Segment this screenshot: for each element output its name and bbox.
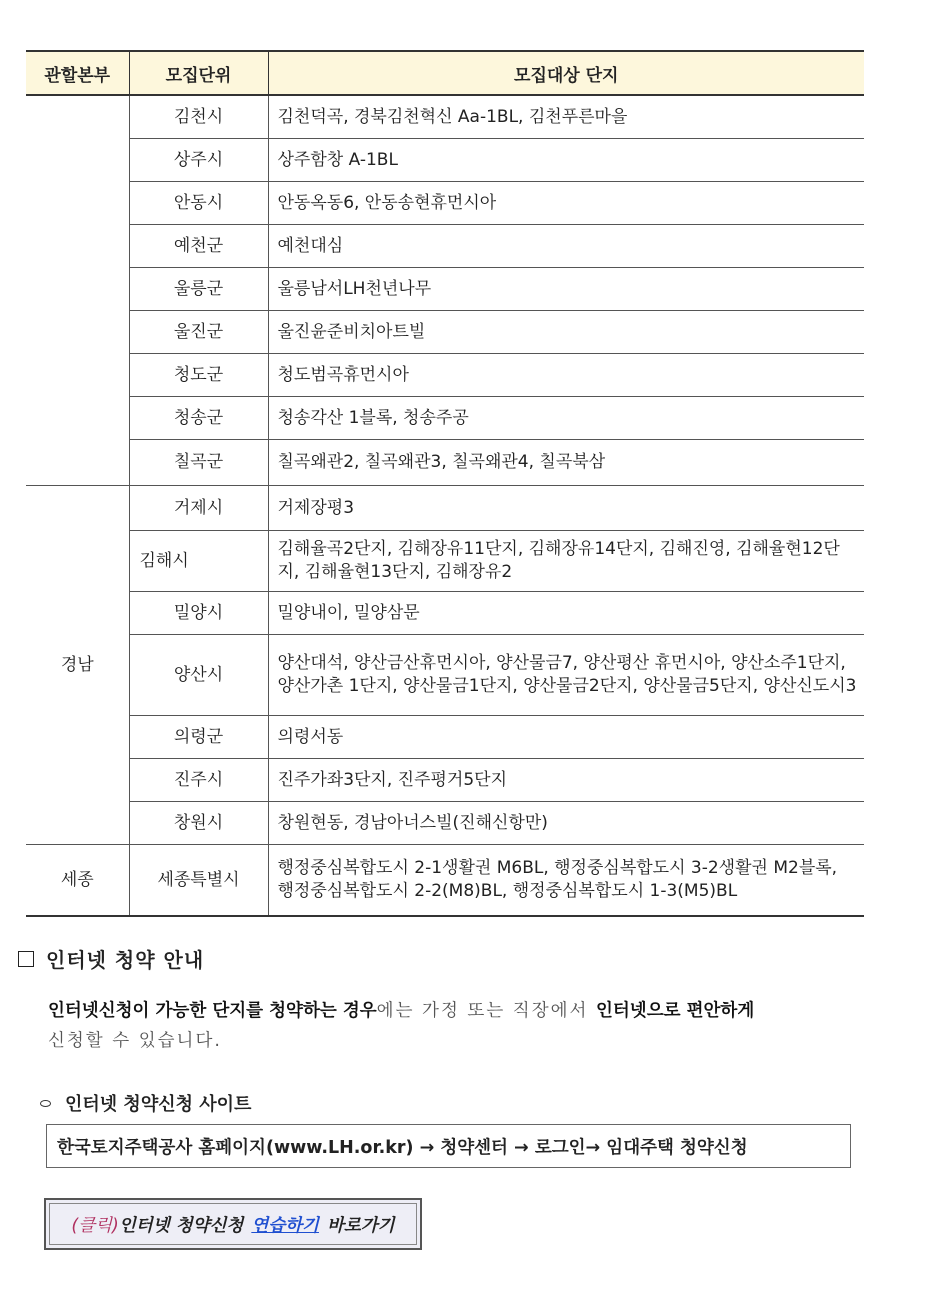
table-row: [26, 440, 864, 486]
intro-plain-2: 신청할 수 있습니다.: [48, 1031, 222, 1051]
intro-plain-1: 에는 가정 또는 직장에서: [376, 1001, 596, 1021]
complex-cell: 청송각산 1블록, 청송주공: [268, 397, 864, 440]
complex-cell: 진주가좌3단지, 진주평거5단지: [268, 759, 864, 802]
unit-cell: 청도군: [129, 354, 268, 397]
table-row: [26, 759, 864, 802]
unit-cell: 창원시: [129, 802, 268, 845]
table-row: [26, 531, 864, 592]
section-title: [18, 944, 204, 973]
table-row: [26, 716, 864, 759]
circle-bullet-icon: [40, 1100, 51, 1107]
table-row: [26, 225, 864, 268]
intro-bold-1: 인터넷신청이 가능한 단지를 청약하는 경우: [48, 1001, 377, 1021]
complex-cell: 밀양내이, 밀양삼문: [268, 592, 864, 635]
unit-cell: 안동시: [129, 182, 268, 225]
table-row: [26, 95, 864, 139]
recruitment-table: [26, 50, 864, 917]
complex-cell: 의령서동: [268, 716, 864, 759]
practice-link[interactable]: 연습하기: [251, 1215, 319, 1236]
complex-cell: 칠곡왜관2, 칠곡왜관3, 칠곡왜관4, 칠곡북삼: [268, 440, 864, 486]
site-subtitle-text: 인터넷 청약신청 사이트: [65, 1094, 252, 1115]
unit-cell: 의령군: [129, 716, 268, 759]
table-row: [26, 486, 864, 531]
unit-cell: 김천시: [129, 95, 268, 139]
site-subtitle: [40, 1090, 251, 1116]
table-row: [26, 845, 864, 917]
practice-text-1: 인터넷 청약신청: [118, 1215, 244, 1236]
table-row: [26, 182, 864, 225]
complex-cell: 상주함창 A-1BL: [268, 139, 864, 182]
table-row: [26, 311, 864, 354]
unit-cell: 밀양시: [129, 592, 268, 635]
unit-cell: 울진군: [129, 311, 268, 354]
complex-cell: 안동옥동6, 안동송현휴먼시아: [268, 182, 864, 225]
section-title-text: 인터넷 청약 안내: [46, 948, 205, 972]
unit-cell: 청송군: [129, 397, 268, 440]
complex-cell: 양산대석, 양산금산휴먼시아, 양산물금7, 양산평산 휴먼시아, 양산소주1단지, 양산가촌 1단지, 양산물금1단지, 양산물금2단지, 양산물금5단지, 양산신도시3: [268, 635, 864, 716]
table-row: [26, 397, 864, 440]
practice-shortcut-button[interactable]: [44, 1198, 422, 1250]
complex-cell: 김해율곡2단지, 김해장유11단지, 김해장유14단지, 김해진영, 김해율현12단지, 김해율현13단지, 김해장유2: [268, 531, 864, 592]
table-row: [26, 268, 864, 311]
click-label: (클릭): [71, 1215, 119, 1236]
intro-bold-2: 인터넷으로 편안하게: [595, 1001, 755, 1021]
unit-cell: 세종특별시: [129, 845, 268, 917]
header-hq: 관할본부: [26, 51, 129, 95]
hq-cell: 세종: [26, 845, 129, 917]
unit-cell: 진주시: [129, 759, 268, 802]
unit-cell: 칠곡군: [129, 440, 268, 486]
header-complex: 모집대상 단지: [268, 51, 864, 95]
site-path-box: [46, 1124, 851, 1168]
table-row: [26, 802, 864, 845]
intro-paragraph: [48, 996, 878, 1056]
table-row: [26, 592, 864, 635]
complex-cell: 청도범곡휴먼시아: [268, 354, 864, 397]
table-row: [26, 139, 864, 182]
practice-text-2: 바로가기: [326, 1215, 395, 1236]
complex-cell: 창원현동, 경남아너스빌(진해신항만): [268, 802, 864, 845]
complex-cell: 예천대심: [268, 225, 864, 268]
table-header-row: [26, 51, 864, 95]
checkbox-icon: [18, 951, 34, 967]
complex-cell: 울진윤준비치아트빌: [268, 311, 864, 354]
hq-cell: 경남: [26, 486, 129, 845]
site-path-text: 한국토지주택공사 홈페이지(www.LH.or.kr) → 청약센터 → 로그인→ 임대주택 청약신청: [57, 1137, 748, 1158]
complex-cell: 김천덕곡, 경북김천혁신 Aa-1BL, 김천푸른마을: [268, 95, 864, 139]
unit-cell: 상주시: [129, 139, 268, 182]
complex-cell: 울릉남서LH천년나무: [268, 268, 864, 311]
table-row: [26, 354, 864, 397]
unit-cell: 양산시: [129, 635, 268, 716]
complex-cell: 행정중심복합도시 2-1생활권 M6BL, 행정중심복합도시 3-2생활권 M2블록, 행정중심복합도시 2-2(M8)BL, 행정중심복합도시 1-3(M5)BL: [268, 845, 864, 917]
unit-cell: 예천군: [129, 225, 268, 268]
hq-cell-blank: [26, 95, 129, 486]
header-unit: 모집단위: [129, 51, 268, 95]
unit-cell: 김해시: [129, 531, 268, 592]
complex-cell: 거제장평3: [268, 486, 864, 531]
unit-cell: 울릉군: [129, 268, 268, 311]
table-row: [26, 635, 864, 716]
unit-cell: 거제시: [129, 486, 268, 531]
